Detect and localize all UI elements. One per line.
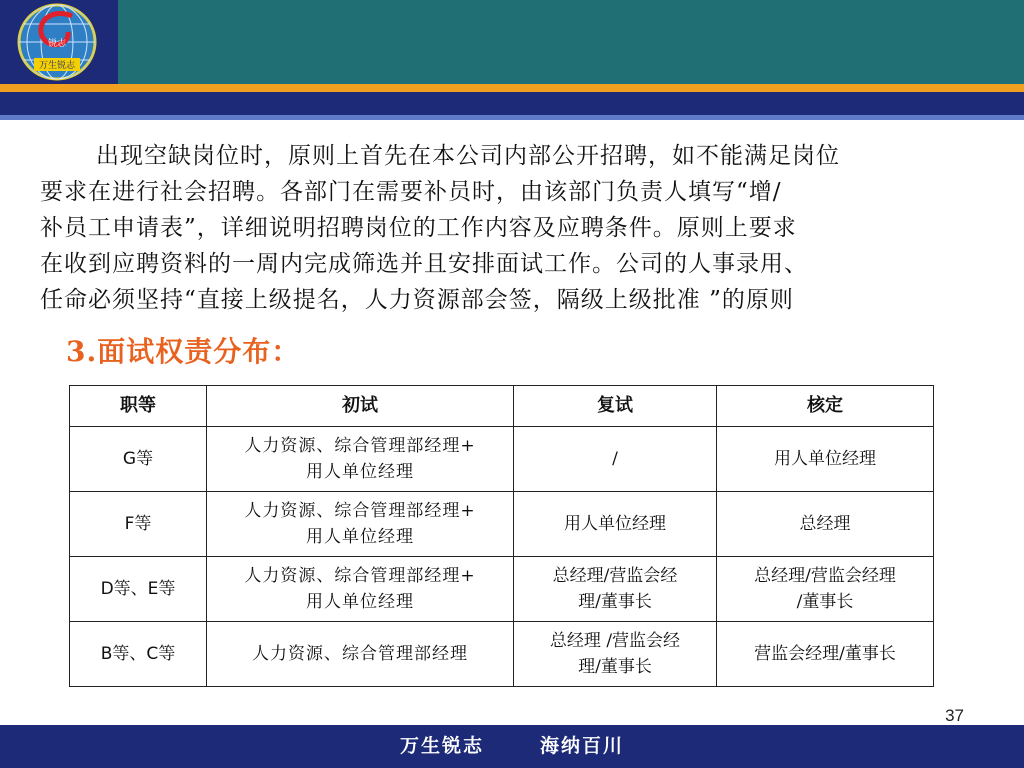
cell-line: 总经理/营监会经: [552, 566, 678, 586]
cell-line: 人力资源、综合管理部经理: [252, 644, 468, 664]
table-row: [70, 427, 934, 492]
first-interview-cell: [207, 427, 514, 492]
table-header-row: [70, 386, 934, 427]
cell-line: 人力资源、综合管理部经理+: [244, 566, 476, 586]
cell-line: 理/董事长: [578, 592, 652, 612]
column-header-first-interview: 初试: [207, 386, 514, 427]
grade-cell: G等: [70, 427, 207, 492]
logo-text-top: 锐志: [47, 39, 67, 49]
header-orange-stripe: [0, 84, 1024, 92]
interview-authority-table: [69, 385, 934, 687]
paragraph-line: 任命必须坚持“直接上级提名，人力资源部会签，隔级上级批准 ”的原则: [40, 287, 794, 313]
second-interview-cell: [514, 557, 717, 622]
header-bar: [0, 0, 1024, 84]
cell-line: 人力资源、综合管理部经理+: [244, 501, 476, 521]
cell-line: 总经理 /营监会经: [549, 631, 681, 651]
second-interview-cell: [514, 492, 717, 557]
first-interview-cell: [207, 492, 514, 557]
column-header-approval: 核定: [717, 386, 934, 427]
section-heading: 3.面试权责分布：: [66, 335, 301, 368]
first-interview-cell: [207, 622, 514, 687]
column-header-second-interview: 复试: [514, 386, 717, 427]
logo-text-bottom: 万生锐志: [38, 61, 76, 71]
second-interview-cell: [514, 427, 717, 492]
paragraph-line: 出现空缺岗位时，原则上首先在本公司内部公开招聘，如不能满足岗位: [96, 143, 840, 169]
body-paragraph: [40, 138, 990, 318]
approval-cell: [717, 427, 934, 492]
cell-line: 营监会经理/董事长: [754, 644, 896, 664]
page-number: 37: [945, 706, 964, 725]
cell-line: 用人单位经理: [564, 514, 666, 534]
footer-slogan-left: 万生锐志: [399, 735, 484, 757]
cell-line: /董事长: [796, 592, 854, 612]
first-interview-cell: [207, 557, 514, 622]
approval-cell: [717, 622, 934, 687]
table-row: [70, 557, 934, 622]
logo: [0, 0, 118, 84]
authority-table: [69, 385, 934, 687]
globe-logo-icon: [14, 2, 100, 82]
paragraph-line: 在收到应聘资料的一周内完成筛选并且安排面试工作。公司的人事录用、: [40, 251, 808, 277]
table-row: [70, 622, 934, 687]
approval-cell: [717, 557, 934, 622]
cell-line: 理/董事长: [578, 657, 652, 677]
header-navy-stripe: [0, 92, 1024, 115]
grade-cell: B等、C等: [70, 622, 207, 687]
footer-slogan: [0, 725, 1024, 768]
cell-line: 用人单位经理: [306, 592, 414, 612]
grade-cell: F等: [70, 492, 207, 557]
header-blue-stripe: [0, 115, 1024, 120]
footer-slogan-right: 海纳百川: [540, 735, 625, 757]
approval-cell: [717, 492, 934, 557]
paragraph-line: 要求在进行社会招聘。各部门在需要补员时，由该部门负责人填写“增/: [40, 179, 782, 205]
cell-line: 用人单位经理: [306, 527, 414, 547]
cell-line: 用人单位经理: [774, 449, 876, 469]
column-header-grade: 职等: [70, 386, 207, 427]
grade-cell: D等、E等: [70, 557, 207, 622]
paragraph-line: 补员工申请表”，详细说明招聘岗位的工作内容及应聘条件。原则上要求: [40, 215, 797, 241]
cell-line: 人力资源、综合管理部经理+: [244, 436, 476, 456]
cell-line: /: [612, 449, 618, 469]
second-interview-cell: [514, 622, 717, 687]
table-row: [70, 492, 934, 557]
cell-line: 总经理/营监会经理: [754, 566, 896, 586]
cell-line: 用人单位经理: [306, 462, 414, 482]
cell-line: 总经理: [799, 514, 851, 534]
